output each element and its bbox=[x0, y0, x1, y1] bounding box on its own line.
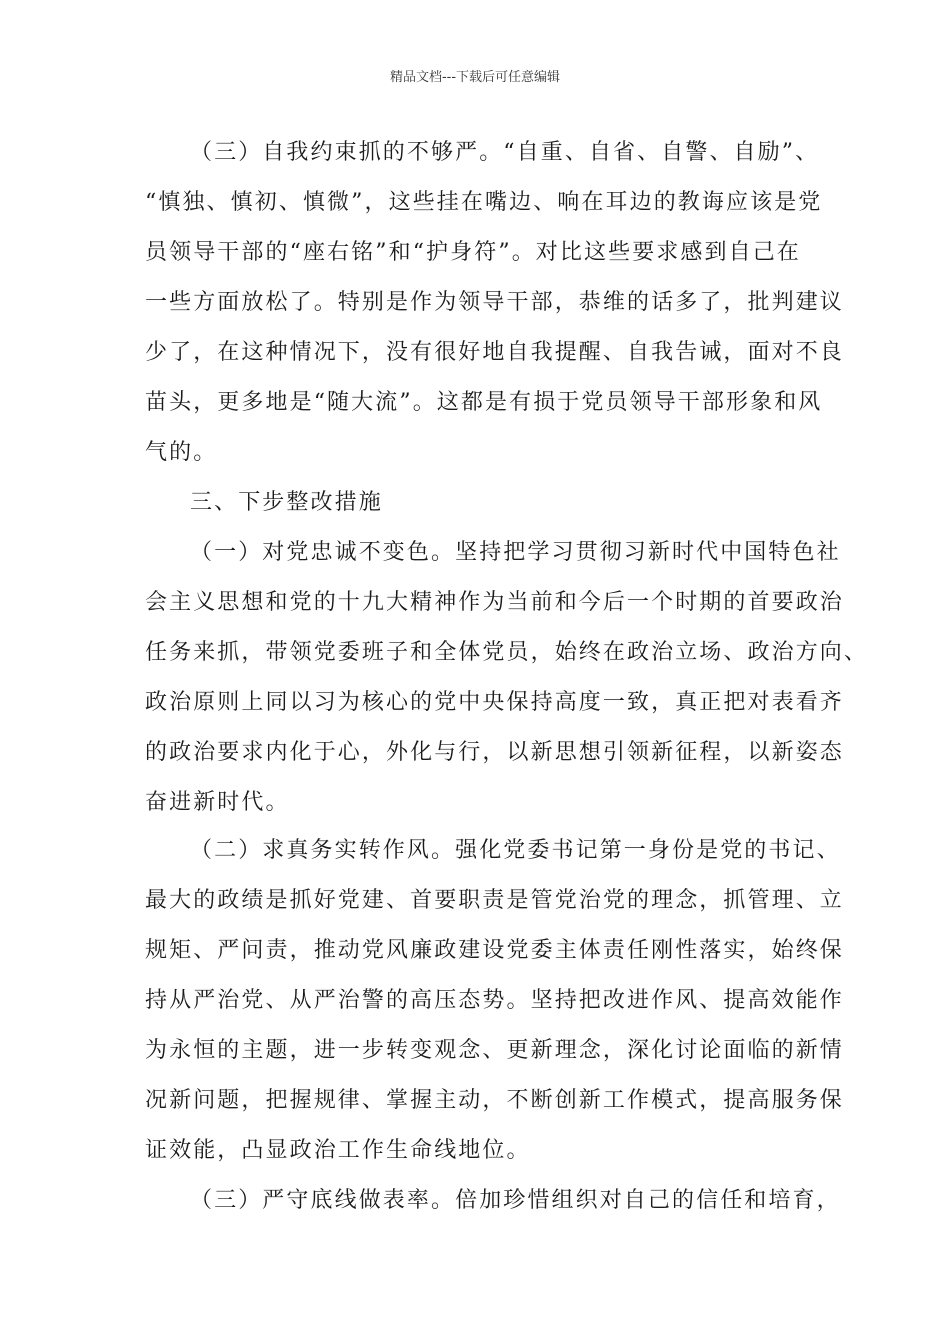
text-line: 会主义思想和党的十九大精神作为当前和今后一个时期的首要政治 bbox=[145, 590, 844, 615]
text-line: 苗头，更多地是“随大流”。这都是有损于党员领导干部形象和风 bbox=[145, 390, 823, 415]
text-line: 一些方面放松了。特别是作为领导干部，恭维的话多了，批判建议 bbox=[145, 290, 844, 315]
text-line: 政治原则上同以习为核心的党中央保持高度一致，真正把对表看齐 bbox=[145, 690, 844, 715]
text-line: 规矩、严问责，推动党风廉政建设党委主体责任刚性落实，始终保 bbox=[145, 938, 844, 963]
text-line: 少了，在这种情况下，没有很好地自我提醒、自我告诫，面对不良 bbox=[145, 340, 844, 365]
text-line: 证效能，凸显政治工作生命线地位。 bbox=[145, 1138, 531, 1163]
text-line: 奋进新时代。 bbox=[145, 790, 290, 815]
text-line: 为永恒的主题，进一步转变观念、更新理念，深化讨论面临的新情 bbox=[145, 1038, 844, 1063]
text-line: 任务来抓，带领党委班子和全体党员，始终在政治立场、政治方向、 bbox=[145, 640, 869, 665]
text-line: 的政治要求内化于心，外化与行，以新思想引领新征程，以新姿态 bbox=[145, 740, 844, 765]
section-heading: 三、下步整改措施 bbox=[190, 490, 383, 515]
text-line: （二）求真务实转作风。强化党委书记第一身份是党的书记、 bbox=[190, 838, 841, 863]
text-line: “慎独、慎初、慎微”，这些挂在嘴边、响在耳边的教诲应该是党 bbox=[145, 190, 823, 215]
text-line: 气的。 bbox=[145, 440, 218, 465]
page-header: 精品文档---下载后可任意编辑 bbox=[389, 70, 561, 85]
text-line: 况新问题，把握规律、掌握主动，不断创新工作模式，提高服务保 bbox=[145, 1088, 844, 1113]
text-line: 员领导干部的“座右铭”和“护身符”。对比这些要求感到自己在 bbox=[145, 240, 801, 265]
text-line: 持从严治党、从严治警的高压态势。坚持把改进作风、提高效能作 bbox=[145, 988, 844, 1013]
text-line: （三）自我约束抓的不够严。“自重、自省、自警、自励”、 bbox=[190, 140, 820, 165]
text-line: 最大的政绩是抓好党建、首要职责是管党治党的理念，抓管理、立 bbox=[145, 888, 844, 913]
text-line: （一）对党忠诚不变色。坚持把学习贯彻习新时代中国特色社 bbox=[190, 540, 841, 565]
text-line: （三）严守底线做表率。倍加珍惜组织对自己的信任和培育， bbox=[190, 1188, 841, 1213]
